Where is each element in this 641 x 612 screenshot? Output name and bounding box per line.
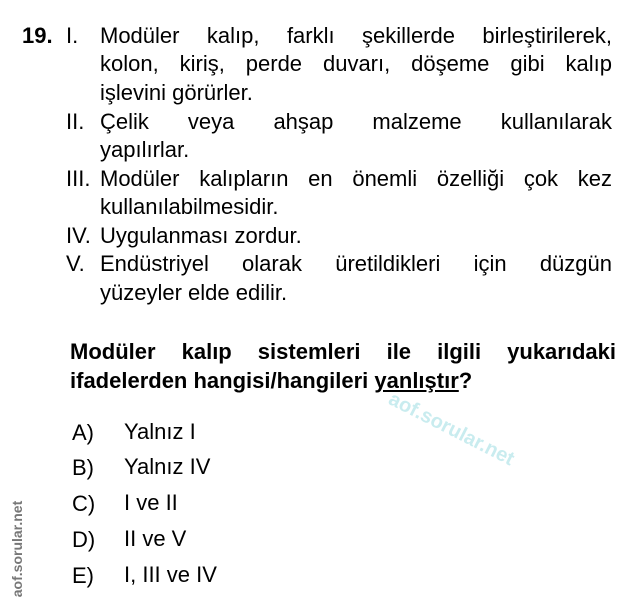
option-text[interactable]: II ve V bbox=[124, 526, 187, 551]
option-letter[interactable]: E) bbox=[72, 563, 94, 588]
statement-line: Modüler kalıp, farklı şekillerde birleştirilerek, bbox=[100, 23, 612, 48]
statement-line: kullanılabilmesidir. bbox=[100, 194, 279, 219]
option-letter[interactable]: B) bbox=[72, 455, 94, 480]
option-letter[interactable]: A) bbox=[72, 420, 94, 445]
question-number: 19. bbox=[22, 23, 53, 48]
question-line: Modüler kalıp sistemleri ile ilgili yukarıdaki bbox=[70, 339, 616, 364]
statement-line: Endüstriyel olarak üretildikleri için düzgün bbox=[100, 251, 612, 276]
option-text[interactable]: I ve II bbox=[124, 490, 178, 515]
statement-numeral: II. bbox=[66, 109, 85, 134]
statement-line: Modüler kalıpların en önemli özelliği çok kez bbox=[100, 166, 612, 191]
statement-line: Uygulanması zordur. bbox=[100, 223, 302, 248]
option-letter[interactable]: D) bbox=[72, 527, 96, 552]
statement-numeral: III. bbox=[66, 166, 91, 191]
emphasis-word: yanlıştır bbox=[374, 368, 459, 393]
statement-line: yapılırlar. bbox=[100, 137, 190, 162]
statement-line: Çelik veya ahşap malzeme kullanılarak bbox=[100, 109, 612, 134]
option-text[interactable]: I, III ve IV bbox=[124, 562, 217, 587]
option-text[interactable]: Yalnız I bbox=[124, 419, 196, 444]
side-watermark: aof.sorular.net bbox=[9, 500, 25, 598]
statement-numeral: IV. bbox=[66, 223, 91, 248]
statement-numeral: I. bbox=[66, 23, 79, 48]
question-mark: ? bbox=[458, 368, 473, 393]
statement-line: yüzeyler elde edilir. bbox=[100, 280, 288, 305]
statement-line: kolon, kiriş, perde duvarı, döşeme gibi kalıp bbox=[100, 51, 612, 76]
question-text: ifadelerden hangisi/hangileri bbox=[70, 368, 375, 393]
question-line bbox=[70, 367, 616, 395]
statement-numeral: V. bbox=[66, 251, 85, 276]
statement-line: işlevini görürler. bbox=[100, 80, 253, 105]
option-text[interactable]: Yalnız IV bbox=[124, 454, 211, 479]
watermark: aof.sorular.net bbox=[385, 388, 518, 471]
option-letter[interactable]: C) bbox=[72, 491, 96, 516]
